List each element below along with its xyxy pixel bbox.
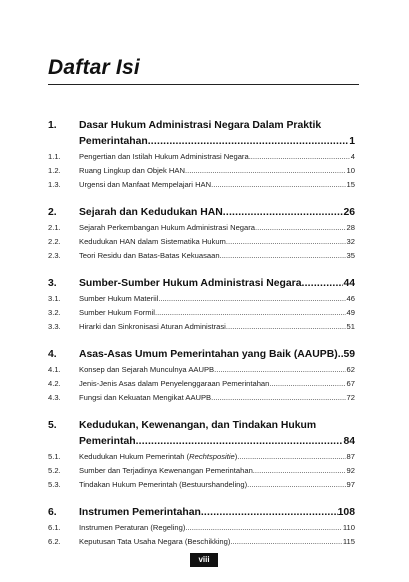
section-page-number: 4 (350, 152, 355, 161)
section-title-italic: Rechtspositie (189, 452, 235, 461)
toc-section-row[interactable] (48, 363, 355, 377)
toc-section-row[interactable] (48, 535, 355, 549)
dot-leader (158, 292, 345, 306)
section-page-number: 15 (346, 180, 355, 189)
section-title: Pengertian dan Istilah Hukum Administrasi Negara (79, 152, 249, 161)
dot-leader (201, 505, 338, 521)
section-number: 4.3. (48, 393, 61, 402)
dot-leader (234, 450, 345, 464)
section-page-number: 67 (346, 379, 355, 388)
chapter-number: 2. (48, 207, 57, 218)
chapter-page-number: 59 (343, 349, 355, 360)
section-number: 1.1. (48, 152, 61, 161)
toc-section-row[interactable] (48, 235, 355, 249)
section-number: 3.3. (48, 322, 61, 331)
section-number: 5.3. (48, 480, 61, 489)
section-title: Ruang Lingkup dan Objek HAN (79, 166, 185, 175)
section-number: 1.2. (48, 166, 61, 175)
section-title: Fungsi dan Kekuatan Mengikat AAUPB (79, 393, 212, 402)
section-number: 6.1. (48, 523, 61, 532)
dot-leader (185, 521, 342, 535)
dot-leader (302, 276, 344, 292)
toc-section-row[interactable] (48, 164, 355, 178)
section-number: 4.2. (48, 379, 61, 388)
section-title: Kedudukan Hukum Pemerintah ( (79, 452, 190, 461)
section-title: Jenis-Jenis Asas dalam Penyelenggaraan Pemerintahan (79, 379, 270, 388)
toc-section-row[interactable] (48, 521, 355, 535)
dot-leader (155, 306, 346, 320)
chapter-title[interactable]: Instrumen Pemerintahan (79, 507, 201, 518)
section-page-number: 110 (342, 523, 355, 532)
toc-section-row[interactable] (48, 150, 355, 164)
chapter-number: 1. (48, 120, 57, 131)
chapter-title-line1[interactable]: Kedudukan, Kewenangan, dan Tindakan Hukum (79, 420, 317, 431)
section-title-suffix: ) (234, 452, 238, 461)
section-title: Sejarah Perkembangan Hukum Administrasi Negara (79, 223, 256, 232)
page-number: viii (190, 553, 218, 567)
section-page-number: 49 (346, 308, 355, 317)
toc-chapter (48, 418, 355, 492)
section-number: 2.3. (48, 251, 61, 260)
section-number: 2.1. (48, 223, 61, 232)
toc-section-row[interactable] (48, 478, 355, 492)
section-page-number: 87 (346, 452, 355, 461)
section-number: 4.1. (48, 365, 61, 374)
toc-chapter (48, 118, 355, 192)
section-number: 3.1. (48, 294, 61, 303)
section-page-number: 28 (346, 223, 355, 232)
section-number: 3.2. (48, 308, 61, 317)
chapter-number: 6. (48, 507, 57, 518)
dot-leader (185, 164, 346, 178)
section-title: Sumber Hukum Formil (79, 308, 155, 317)
dot-leader (214, 363, 345, 377)
dot-leader (269, 377, 345, 391)
section-title: Teori Residu dan Batas-Batas Kekuasaan (79, 251, 220, 260)
section-number: 6.2. (48, 537, 61, 546)
toc-section-row[interactable] (48, 249, 355, 263)
toc-section-row[interactable] (48, 391, 355, 405)
chapter-page-number: 26 (343, 207, 355, 218)
section-title: Kedudukan HAN dalam Sistematika Hukum (79, 237, 226, 246)
section-title: Keputusan Tata Usaha Negara (Beschikking) (79, 537, 231, 546)
toc-chapter (48, 205, 355, 263)
section-page-number: 35 (346, 251, 355, 260)
chapter-title[interactable]: Pemerintah (79, 436, 136, 447)
chapter-title[interactable]: Pemerintahan (79, 136, 148, 147)
toc-section-row[interactable] (48, 377, 355, 391)
chapter-title[interactable]: Asas-Asas Umum Pemerintahan yang Baik (AAUPB) (79, 349, 338, 360)
table-of-contents (48, 118, 355, 562)
dot-leader (211, 391, 345, 405)
section-title: Tindakan Hukum Pemerintah (Bestuurshandeling) (79, 480, 248, 489)
toc-chapter (48, 347, 355, 405)
section-number: 2.2. (48, 237, 61, 246)
chapter-number: 3. (48, 278, 57, 289)
section-title: Urgensi dan Manfaat Mempelajari HAN (79, 180, 212, 189)
toc-section-row[interactable] (48, 178, 355, 192)
section-page-number: 72 (346, 393, 355, 402)
dot-leader (211, 178, 345, 192)
chapter-number: 4. (48, 349, 57, 360)
dot-leader (253, 464, 346, 478)
dot-leader (226, 320, 346, 334)
toc-chapter (48, 276, 355, 334)
section-page-number: 10 (346, 166, 355, 175)
dot-leader (223, 205, 344, 221)
section-title: Sumber dan Terjadinya Kewenangan Pemerintahan (79, 466, 253, 475)
dot-leader (136, 434, 344, 450)
section-title: Instrumen Peraturan (Regeling) (79, 523, 186, 532)
dot-leader (148, 134, 350, 150)
toc-section-row[interactable] (48, 292, 355, 306)
dot-leader (220, 249, 346, 263)
section-number: 1.3. (48, 180, 61, 189)
toc-section-row[interactable] (48, 306, 355, 320)
section-page-number: 97 (346, 480, 355, 489)
chapter-page-number: 1 (349, 136, 355, 147)
chapter-title-line1[interactable]: Dasar Hukum Administrasi Negara Dalam Praktik (79, 120, 322, 131)
chapter-page-number: 108 (337, 507, 355, 518)
dot-leader (226, 235, 346, 249)
section-page-number: 46 (346, 294, 355, 303)
section-page-number: 62 (346, 365, 355, 374)
chapter-page-number: 44 (343, 278, 355, 289)
section-page-number: 32 (346, 237, 355, 246)
chapter-title[interactable]: Sumber-Sumber Hukum Administrasi Negara (79, 278, 302, 289)
toc-section-row[interactable] (48, 320, 355, 334)
title-divider (48, 84, 359, 85)
section-page-number: 92 (346, 466, 355, 475)
toc-section-row[interactable] (48, 464, 355, 478)
dot-leader (230, 535, 341, 549)
chapter-number: 5. (48, 420, 57, 431)
toc-chapter (48, 505, 355, 549)
dot-leader (249, 150, 350, 164)
section-number: 5.2. (48, 466, 61, 475)
section-title: Konsep dan Sejarah Munculnya AAUPB (79, 365, 215, 374)
chapter-page-number: 84 (343, 436, 355, 447)
toc-section-row[interactable] (48, 450, 355, 464)
section-page-number: 115 (342, 537, 355, 546)
section-title: Hirarki dan Sinkronisasi Aturan Administrasi (79, 322, 226, 331)
chapter-title[interactable]: Sejarah dan Kedudukan HAN (79, 207, 223, 218)
section-page-number: 51 (346, 322, 355, 331)
dot-leader (255, 221, 346, 235)
toc-section-row[interactable] (48, 221, 355, 235)
page-title: Daftar Isi (48, 56, 140, 79)
section-number: 5.1. (48, 452, 61, 461)
section-title: Sumber Hukum Materiil (79, 294, 159, 303)
dot-leader (247, 478, 345, 492)
